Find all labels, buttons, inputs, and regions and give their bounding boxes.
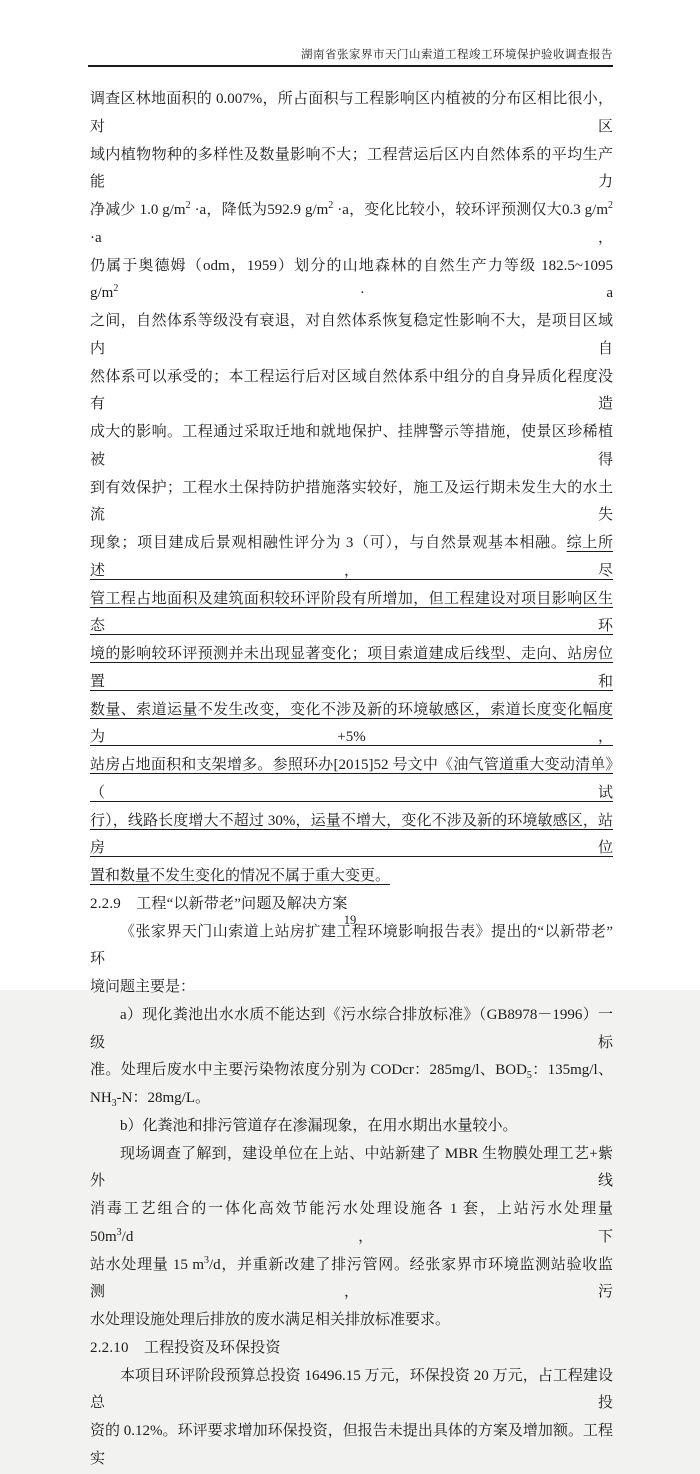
section-heading: 2.2.9 工程“以新带老”问题及解决方案 [90,895,348,912]
text-line: 站房占地面积和支架增多。参照环办[2015]52 号文中《油气管道重大变动清单》（试 [90,757,613,801]
text-line: $NH_3-N$：28mg/L。 [90,1090,210,1109]
text-line: 域内植物物种的多样性及数量影响不大；工程营运后区内自然体系的平均生产能力 [90,146,613,191]
text-line: 现象；项目建成后景观相融性评分为 3（可），与自然景观基本相融。综上所述，尽 [90,535,613,579]
text-line: 本项目环评阶段预算总投资 16496.15 万元，环保投资 20 万元，占工程建设总投 [90,1367,613,1412]
page-number: 19 [343,913,357,927]
text-line: 然体系可以承受的；本工程运行后对区域自然体系中组分的自身异质化程度没有造 [90,368,613,413]
text-line: 行），线路长度增大不超过 30%，运量不增大，变化不涉及新的环境敏感区，站房位 [90,812,613,857]
text-line: 成大的影响。工程通过采取迁地和就地保护、挂牌警示等措施，使景区珍稀植被得 [90,424,613,468]
text-line: 净减少 1.0 $g/m^2 \cdot a$，降低为592.9 $g/m^2 \cdot a$，变化比较小，较环评预测仅大0.3 $g/m^2 \cdot a$， [90,200,613,246]
page-header-title: 湖南省张家界市天门山索道工程竣工环境保护验收调查报告 [301,49,613,61]
text-line: 现场调查了解到，建设单位在上站、中站新建了 MBR 生物膜处理工艺+紫外线 [90,1145,613,1190]
header-rule [88,65,613,67]
text-line: 水处理设施处理后排放的废水满足相关排放标准要求。 [90,1312,451,1328]
text-line: a）现化粪池出水水质不能达到《污水综合排放标准》（GB8978－1996）一级标 [90,1006,613,1051]
text-line: 到有效保护；工程水土保持防护措施落实较好，施工及运行期未发生大的水土流失 [90,479,613,524]
text-line: 《张家界天门山索道上站房扩建工程环境影响报告表》提出的“以新带老” 环 [90,923,629,968]
text-line: 资的 0.12%。环评要求增加环保投资，但报告未提出具体的方案及增加额。工程实 [90,1423,613,1467]
text-line: 调查区林地面积的 0.007%，所占面积与工程影响区内植被的分布区相比很小，对区 [90,91,613,135]
text-line: 数量、索道运量不发生改变，变化不涉及新的环境敏感区，索道长度变化幅度为+5%， [90,701,613,746]
text-line: b）化粪池和排污管道存在渗漏现象，在用水期出水量较小。 [120,1117,518,1134]
text-line: 管工程占地面积及建筑面积较环评阶段有所增加，但工程建设对项目影响区生态环 [90,590,613,635]
text-line: 仍属于奥德姆（odm，1959）划分的山地森林的自然生产力等级 182.5~1095 $g/m^2 \cdot a$ [90,257,613,302]
text-line: 站水处理量 15 $m^3/d$，并重新改建了排污管网。经张家界市环境监测站验收监测，污 [90,1254,613,1301]
text-line: 准。处理后废水中主要污染物浓度分别为 CODcr：285mg/l、$BOD_5$：135mg/l、 [90,1062,613,1082]
text-line: 置和数量不发生变化的情况不属于重大变更。 [90,868,391,884]
text-line: 境的影响较环评预测并未出现显著变化；项目索道建成后线型、走向、站房位置和 [90,646,613,690]
text-line: 消毒工艺组合的一体化高效节能污水处理设施各 1 套，上站污水处理量 $50m^3/d$，下 [90,1201,613,1245]
document-body [90,86,629,1474]
text-line: 境问题主要是： [90,979,196,995]
text-line: 之间，自然体系等级没有衰退，对自然体系恢复稳定性影响不大，是项目区域内自 [90,313,613,357]
section-heading: 2.2.10 工程投资及环保投资 [90,1339,281,1356]
